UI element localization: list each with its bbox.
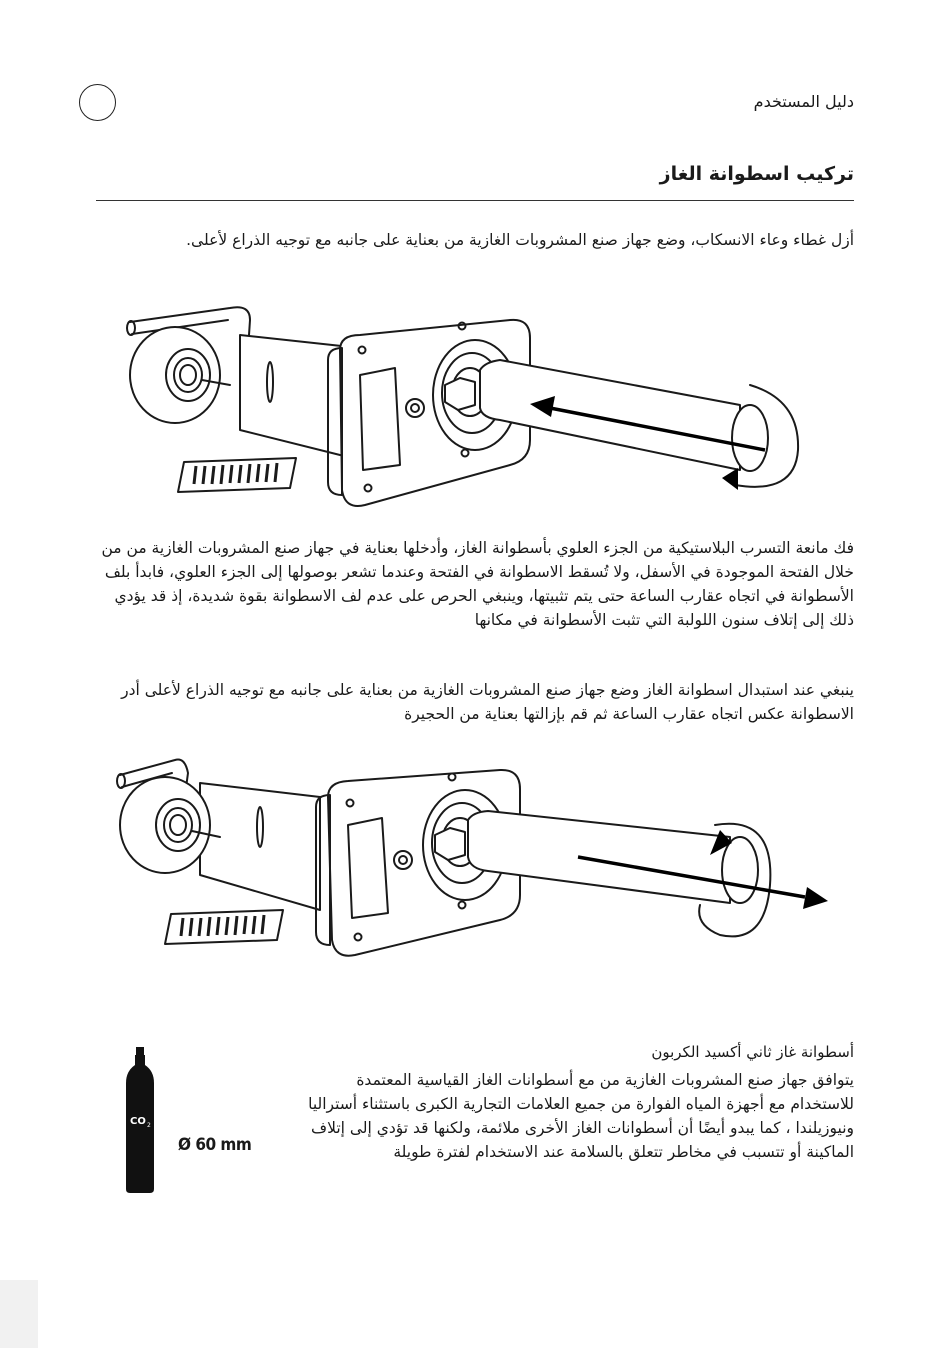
co2-bottle-icon [120, 1045, 160, 1195]
co2-cylinder-heading: أسطوانة غاز ثاني أكسيد الكربون [651, 1043, 854, 1061]
instruction-paragraph-3: ينبغي عند استبدال اسطوانة الغاز وضع جهاز صنع المشروبات الغازية من بعناية على جانبه مع توجيه الذراع لأعلى أدر الاسطوانة عكس اتجاه عقارب الساعة ثم قم بإزالتها بعناية من الحجيرة [121, 681, 854, 723]
section-title: تركيب اسطوانة الغاز [659, 163, 854, 185]
page-number-circle [79, 84, 116, 121]
bottle-label: CO [130, 1116, 146, 1127]
instruction-paragraph-1: أزل غطاء وعاء الانسكاب، وضع جهاز صنع المشروبات الغازية من بعناية على جانبه مع توجيه الذراع لأعلى. [186, 231, 854, 249]
figure-install-cylinder [110, 290, 830, 520]
co2-cylinder-paragraph: يتوافق جهاز صنع المشروبات الغازية من مع أسطوانات الغاز القياسية المعتمدة للاستخدام مع أجهزة المياه الفوارة من جميع العلامات التجارية الكبرى باستثناء أستراليا ونيوزيلندا ، كما يبدو أيضًا أن أسطوانات الغاز الأخرى ملائمة، ولكنها قد تؤدي إلى إتلاف الماكينة أو تتسبب في مخاطر تتعلق بالسلامة عند الاستخدام لفترة طويلة [308, 1071, 854, 1161]
bottle-label-subscript: 2 [147, 1122, 151, 1129]
header-title: دليل المستخدم [753, 92, 854, 111]
figure-remove-cylinder [110, 745, 840, 975]
instruction-paragraph-2: فك مانعة التسرب البلاستيكية من الجزء العلوي بأسطوانة الغاز، وأدخلها بعناية في جهاز صنع المشروبات الغازية من من خلال الفتحة الموجودة في الأسفل، ولا تُسقط الاسطوانة في الفتحة وعندما تشعر بوصولها إلى الجزء العلوي، فابدأ بلف الأسطوانة في اتجاه عقارب الساعة حتى يتم تثبيتها، وينبغي الحرص على عدم لف الاسطوانة بقوة شديدة، إذ قد يؤدي ذلك إلى إتلاف سنون اللولبة التي تثبت الأسطوانة في مكانها [101, 539, 854, 629]
section-divider [96, 200, 854, 201]
page-corner-tab [0, 1280, 38, 1348]
bottle-diameter-label: Ø 60 mm [178, 1135, 252, 1155]
